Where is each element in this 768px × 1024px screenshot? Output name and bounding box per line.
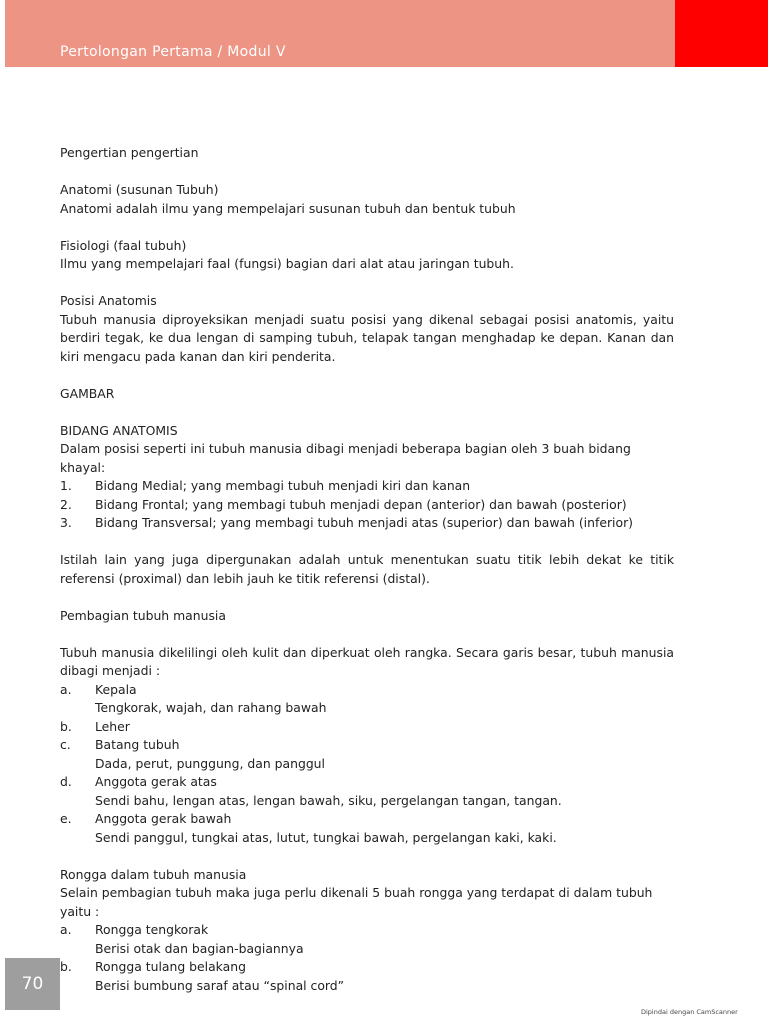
pembagian-intro: Tubuh manusia dikelilingi oleh kulit dan diperkuat oleh rangka. Secara garis besar, tubuh manusia dibagi menjadi :: [60, 644, 674, 678]
list-item: [60, 958, 674, 977]
list-text: Leher: [95, 718, 130, 734]
list-letter: d.: [60, 774, 72, 789]
list-number: 1.: [60, 478, 72, 493]
page-content: [60, 144, 674, 995]
list-text: Batang tubuh: [95, 737, 180, 752]
list-letter: c.: [60, 737, 71, 752]
list-letter: b.: [60, 718, 72, 734]
page-number-box: [5, 958, 60, 1010]
list-item: [60, 514, 674, 533]
list-item: [60, 921, 674, 940]
posisi-text: Tubuh manusia diproyeksikan menjadi suatu posisi yang dikenal sebagai posisi anatomis, yaitu berdiri tegak, ke dua lengan di samping tubuh, telapak tangan menghadap ke depan. Kanan dan kiri mengacu pada kanan dan kiri penderita.: [60, 311, 674, 364]
list-item: [60, 681, 674, 700]
page-number: 70: [21, 974, 44, 994]
list-item: [60, 773, 674, 792]
list-subtext: Berisi otak dan bagian-bagiannya: [95, 940, 304, 956]
list-subtext: Berisi bumbung saraf atau “spinal cord”: [95, 977, 345, 993]
list-item: [60, 810, 674, 829]
istilah-text: Istilah lain yang juga dipergunakan adalah untuk menentukan suatu titik lebih dekat ke titik referensi (proximal) dan lebih jauh ke titik referensi (distal).: [60, 552, 674, 586]
list-letter: b.: [60, 959, 72, 974]
rongga-title: Rongga dalam tubuh manusia: [60, 866, 247, 882]
list-item: [60, 477, 674, 496]
list-text: Anggota gerak atas: [95, 774, 217, 789]
list-letter: e.: [60, 811, 72, 826]
list-subtext: Tengkorak, wajah, dan rahang bawah: [95, 700, 327, 715]
list-text: Rongga tengkorak: [95, 922, 209, 937]
list-subtext: Sendi panggul, tungkai atas, lutut, tungkai bawah, pergelangan kaki, kaki.: [95, 829, 557, 845]
list-text: Bidang Medial; yang membagi tubuh menjadi kiri dan kanan: [95, 478, 471, 493]
rongga-intro: Selain pembagian tubuh maka juga perlu dikenali 5 buah rongga yang terdapat di dalam tubuh yaitu :: [60, 885, 653, 919]
list-number: 2.: [60, 496, 72, 512]
list-item: [60, 496, 674, 515]
fisiologi-text: Ilmu yang mempelajari faal (fungsi) bagian dari alat atau jaringan tubuh.: [60, 256, 514, 271]
bidang-intro: Dalam posisi seperti ini tubuh manusia dibagi menjadi beberapa bagian oleh 3 buah bidang khayal:: [60, 441, 631, 475]
anatomi-title: Anatomi (susunan Tubuh): [60, 182, 219, 197]
bidang-title: BIDANG ANATOMIS: [60, 422, 178, 438]
anatomi-text: Anatomi adalah ilmu yang mempelajari susunan tubuh dan bentuk tubuh: [60, 200, 516, 216]
list-letter: a.: [60, 922, 72, 937]
list-text: Anggota gerak bawah: [95, 811, 232, 826]
list-text: Rongga tulang belakang: [95, 959, 246, 974]
list-number: 3.: [60, 515, 72, 530]
gambar-label: GAMBAR: [60, 385, 115, 401]
list-letter: a.: [60, 681, 72, 697]
list-text: Bidang Frontal; yang membagi tubuh menjadi depan (anterior) dan bawah (posterior): [95, 496, 627, 512]
list-subtext: Sendi bahu, lengan atas, lengan bawah, siku, pergelangan tangan, tangan.: [95, 792, 562, 808]
list-item: [60, 736, 674, 755]
pembagian-title: Pembagian tubuh manusia: [60, 607, 226, 623]
header-accent-block: [675, 0, 768, 67]
posisi-title: Posisi Anatomis: [60, 293, 157, 308]
list-text: Kepala: [95, 681, 137, 697]
list-item: [60, 718, 674, 737]
section-heading: Pengertian pengertian: [60, 145, 199, 160]
fisiologi-title: Fisiologi (faal tubuh): [60, 237, 187, 253]
list-text: Bidang Transversal; yang membagi tubuh menjadi atas (superior) dan bawah (inferior): [95, 515, 633, 530]
running-header-title: Pertolongan Pertama / Modul V: [60, 44, 286, 60]
list-subtext: Dada, perut, punggung, dan panggul: [95, 755, 325, 771]
scanner-watermark: Dipindai dengan CamScanner: [641, 1008, 738, 1016]
